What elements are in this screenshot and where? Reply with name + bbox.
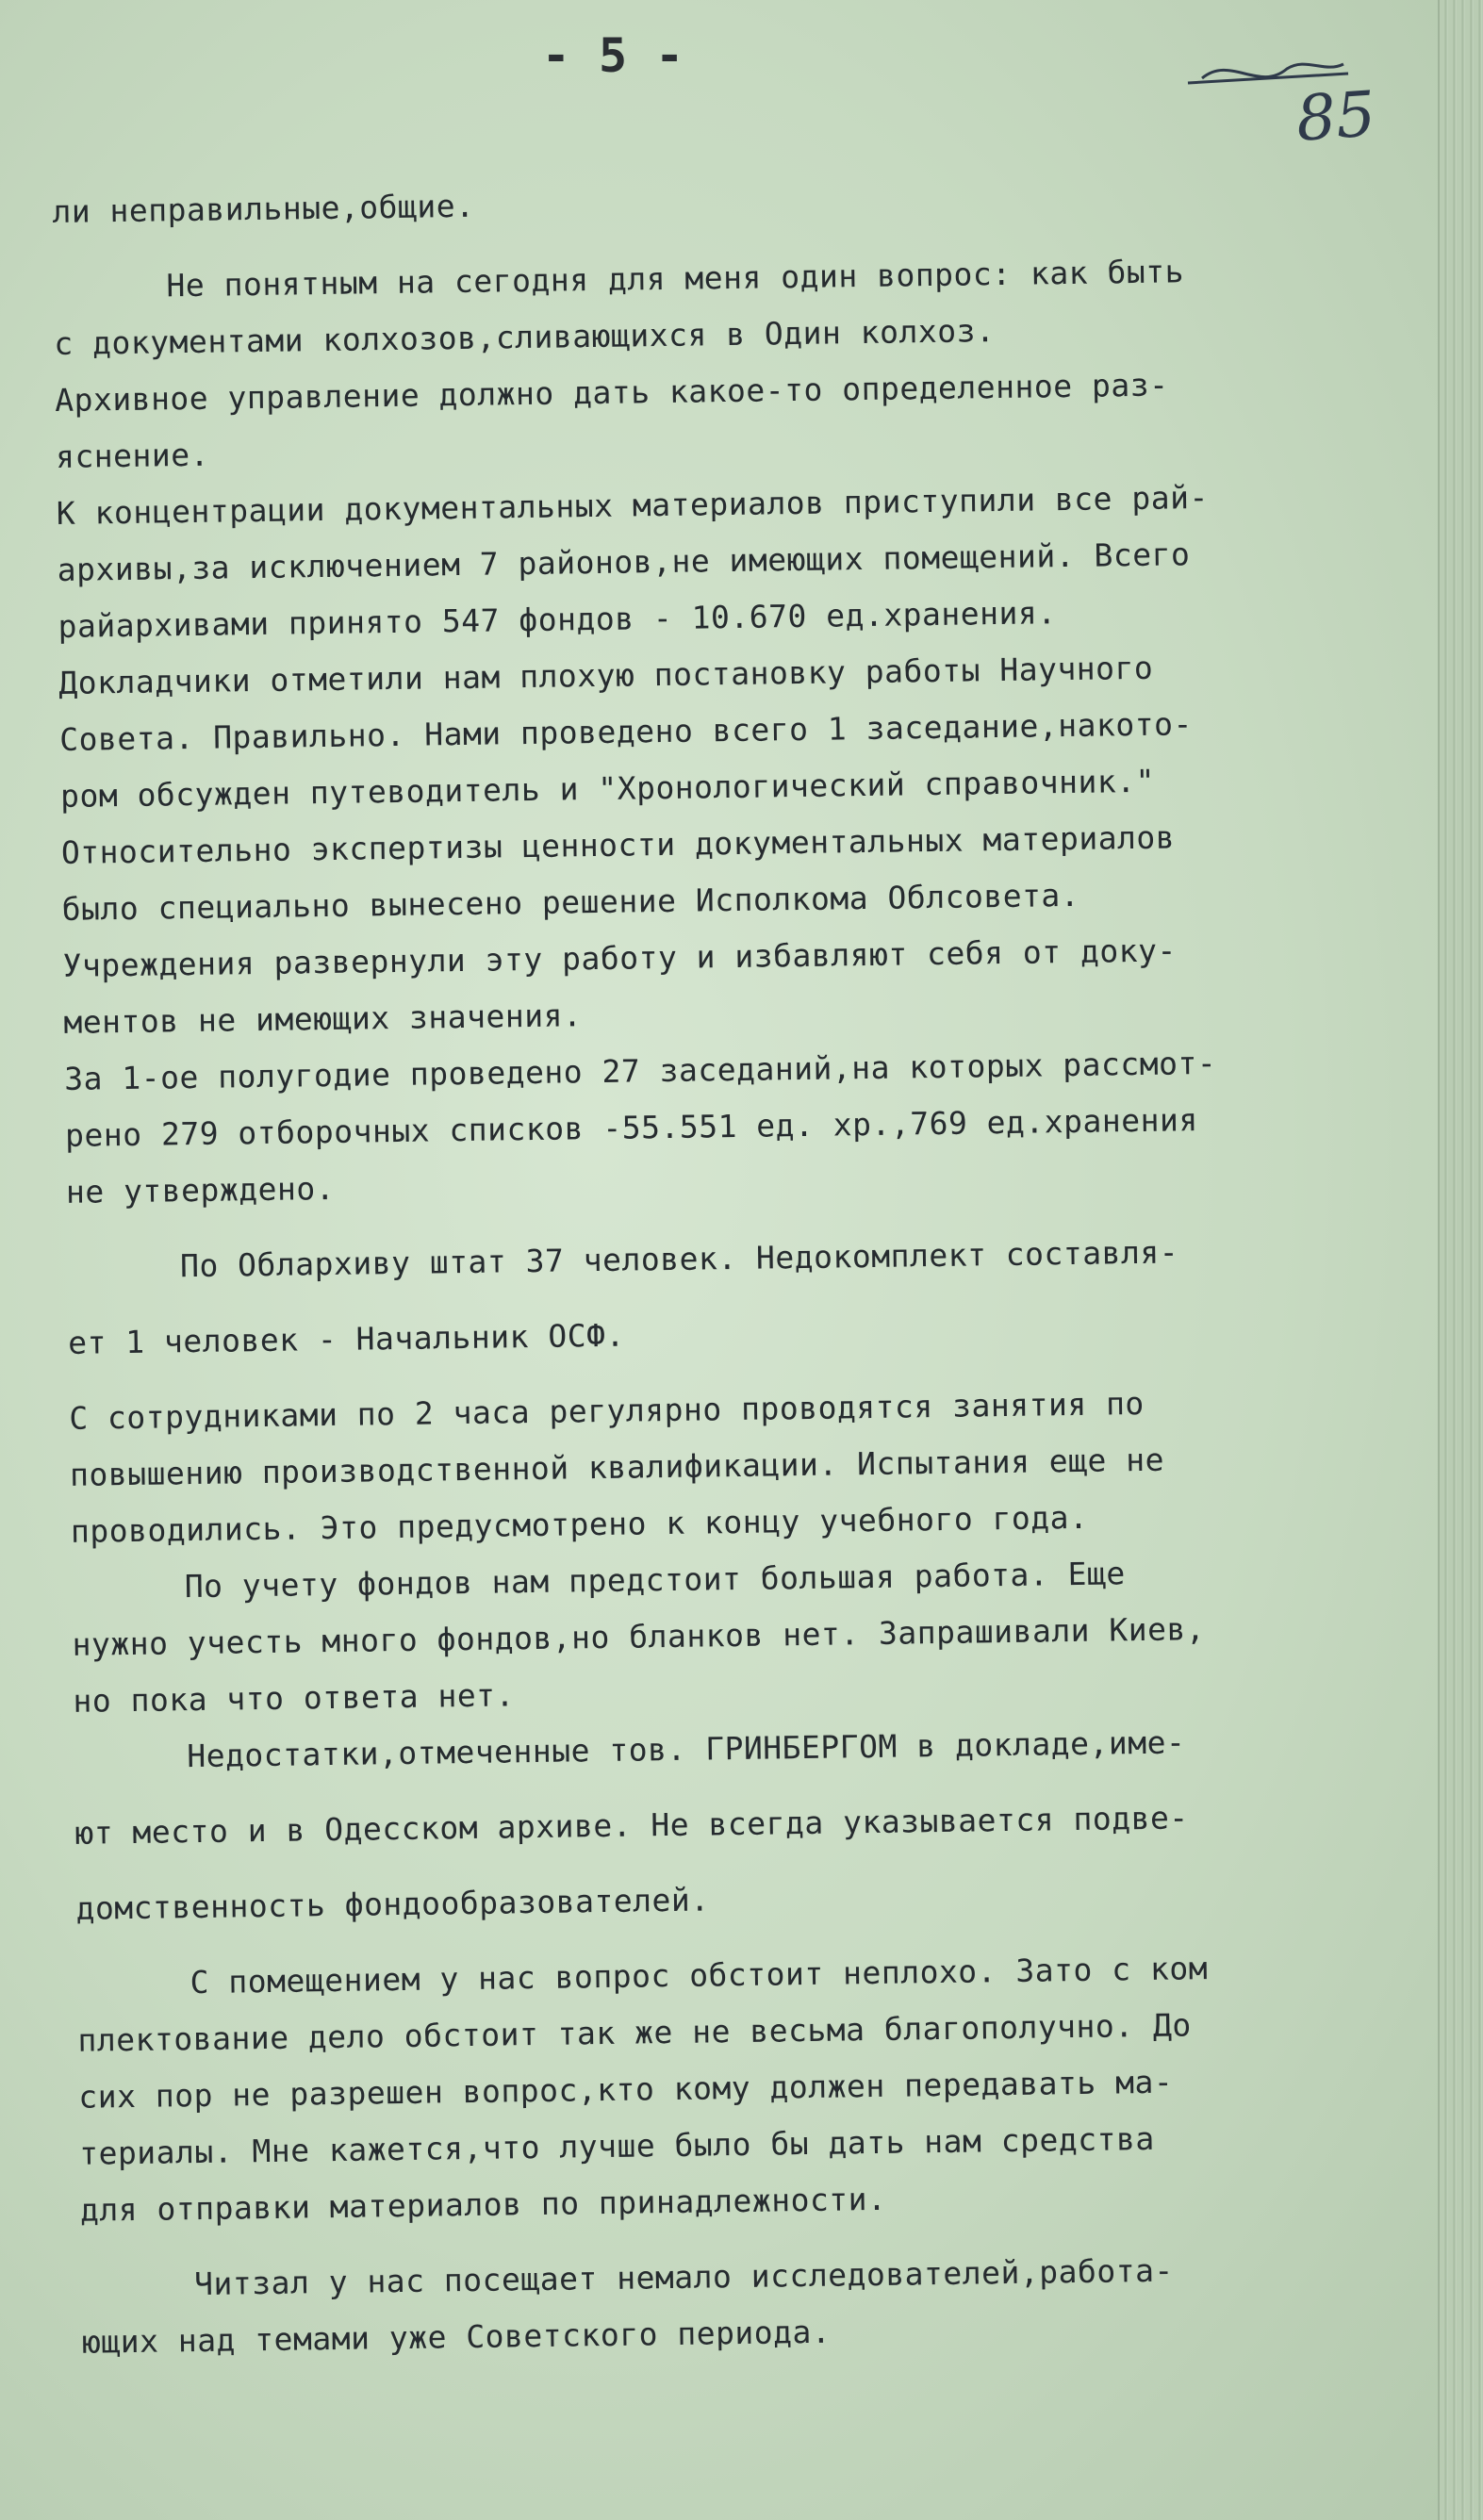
text-line: яснение.: [55, 436, 210, 475]
text-line: архивы,за исключением 7 районов,не имеющих помещений. Всего: [57, 535, 1191, 588]
text-line: Учреждения развернули эту работу и избавляют себя от доку-: [62, 931, 1178, 984]
page-stack-edge: [1438, 0, 1483, 2520]
text-line: Совета. Правильно. Нами проведено всего 1 заседание,накото-: [58, 705, 1194, 758]
text-line: териалы. Мне кажется,что лучше было бы дать нам средства: [78, 2119, 1155, 2172]
typewritten-text: [52, 165, 1440, 2371]
text-line: Недостатки,отмеченные тов. ГРИНБЕРГОМ в докладе,име-: [187, 1723, 1186, 1775]
text-line: ром обсужден путеводитель и "Хронологический справочник.": [59, 762, 1156, 815]
text-line: ющих над темами уже Советского периода.: [81, 2313, 832, 2361]
text-line: Не понятным на сегодня для меня один вопрос: как быть: [166, 253, 1185, 305]
text-line: ет 1 человек - Начальник ОСФ.: [67, 1316, 626, 1361]
text-line: Докладчики отметили нам плохую постановку работы Научного: [58, 649, 1154, 701]
text-line: С помещением у нас вопрос обстоит неплохо. Зато с ком: [189, 1950, 1209, 2001]
text-line: За 1-ое полугодие проведено 27 заседаний,на которых рассмот-: [63, 1044, 1217, 1097]
text-line: повышению производственной квалификации. Испытания еще не: [69, 1441, 1165, 1493]
text-line: сих пор не разрешен вопрос,кто кому должен передавать ма-: [78, 2063, 1174, 2116]
text-line: ют место и в Одесском архиве. Не всегда указывается подве-: [74, 1799, 1189, 1852]
text-line: домственность фондообразователей.: [75, 1881, 710, 1927]
text-line: ли неправильные,общие.: [52, 187, 475, 230]
text-line: проводились. Это предусмотрено к концу учебного года.: [70, 1498, 1089, 1550]
text-line: с документами колхозов,сливающихся в Один колхоз.: [54, 312, 996, 362]
text-line: было специально вынесено решение Исполкома Облсовета.: [61, 876, 1080, 928]
text-line: плектование дело обстоит так же не весьма благополучно. До: [77, 2006, 1192, 2059]
text-line: не утверждено.: [65, 1169, 336, 1211]
text-line: Относительно экспертизы ценности документальных материалов: [60, 818, 1176, 871]
sheet-number: 85: [1294, 77, 1378, 156]
text-line: нужно учесть много фондов,но бланков нет. Запрашивали Киев,: [72, 1610, 1206, 1663]
page-number: - 5 -: [541, 28, 684, 83]
text-line: По Облархиву штат 37 человек. Недокомплект составля-: [179, 1233, 1179, 1285]
text-line: Архивное управление должно дать какое-то определенное раз-: [54, 366, 1169, 419]
text-line: рено 279 отборочных списков -55.551 ед. хр.,769 ед.хранения: [64, 1101, 1198, 1154]
text-line: ментов не имеющих значения.: [63, 996, 583, 1041]
text-line: С сотрудниками по 2 часа регулярно проводятся занятия по: [69, 1384, 1145, 1437]
text-line: но пока что ответа нет.: [73, 1676, 516, 1720]
text-line: райархивами принято 547 фондов - 10.670 ед.хранения.: [58, 594, 1057, 645]
text-line: По учету фондов нам предстоит большая работа. Еще: [184, 1555, 1126, 1606]
text-line: для отправки материалов по принадлежности.: [79, 2180, 887, 2229]
text-line: Читзал у нас посещает немало исследователей,работа-: [193, 2251, 1175, 2303]
text-line: К концентрации документальных материалов приступили все рай-: [56, 478, 1210, 532]
